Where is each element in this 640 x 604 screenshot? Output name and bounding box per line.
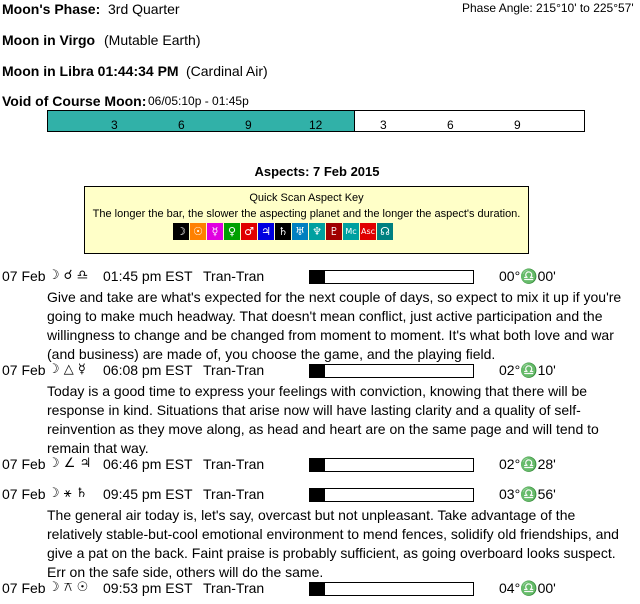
aspect-key-description: The longer the bar, the slower the aspecting planet and the longer the aspect's duration. xyxy=(92,208,521,220)
void-of-course-value: 06/05:10p - 01:45p xyxy=(148,94,249,108)
timeline-tick: 12 xyxy=(309,118,323,132)
moon-phase-label: Moon's Phase: xyxy=(2,1,101,17)
aspect-duration-fill xyxy=(310,583,325,595)
aspects-title: Aspects: 7 Feb 2015 xyxy=(254,164,380,179)
moon-sign-1-label: Moon in Virgo xyxy=(2,32,96,48)
aspect-duration-fill xyxy=(310,271,325,283)
timeline-tick: 9 xyxy=(245,118,252,132)
venus-icon: ♀ xyxy=(224,223,240,240)
aspect-time: 09:45 pm EST xyxy=(103,486,193,502)
aspect-degree: 03°♎56' xyxy=(499,486,556,502)
node-icon: ☊ xyxy=(377,223,393,240)
moon-sign-2-element: (Cardinal Air) xyxy=(186,63,268,79)
aspect-date: 07 Feb xyxy=(2,486,46,502)
aspect-degree: 04°♎00' xyxy=(499,580,556,596)
timeline-tick: 3 xyxy=(111,118,118,132)
planet-glyph-row xyxy=(173,223,394,240)
aspect-duration-fill xyxy=(310,459,325,471)
aspect-symbols: ☽ ∠ ♃ xyxy=(48,456,92,471)
midheaven-icon: Mc xyxy=(343,223,359,240)
aspect-type: Tran-Tran xyxy=(203,486,265,502)
aspect-duration-bar xyxy=(309,270,474,284)
aspect-time: 06:46 pm EST xyxy=(103,456,193,472)
aspect-duration-bar xyxy=(309,582,474,596)
aspect-symbols: ☽ ⚹ ♄ xyxy=(48,486,88,501)
jupiter-icon: ♃ xyxy=(258,223,274,240)
aspect-date: 07 Feb xyxy=(2,362,46,378)
saturn-icon: ♄ xyxy=(275,223,291,240)
aspect-duration-bar xyxy=(309,488,474,502)
aspect-symbols: ☽ ⚻ ☉ xyxy=(48,580,89,595)
timeline-tick: 6 xyxy=(447,118,454,132)
aspect-key-box xyxy=(84,186,529,254)
phase-angle: Phase Angle: 215°10' to 225°57' xyxy=(462,1,634,15)
aspect-symbols: ☽ ☌ ♎ xyxy=(48,268,89,283)
aspect-interpretation: The general air today is, let's say, overcast but not unpleasant. Take advantage of the relatively stable-but-cool emotional environment to mend fences, solidify old friendships, and give a pat on the back. Faint praise is probably sufficient, as going overboard looks suspect. Err on the safe side, others will do the same. xyxy=(47,507,619,580)
aspect-row xyxy=(0,486,640,506)
aspect-symbols: ☽ △ ☿ xyxy=(48,362,86,377)
timeline-tick: 9 xyxy=(514,118,521,132)
aspect-time: 01:45 pm EST xyxy=(103,268,193,284)
moon-sign-2-label: Moon in Libra 01:44:34 PM xyxy=(2,63,179,79)
aspect-row xyxy=(0,268,640,288)
aspect-date: 07 Feb xyxy=(2,580,46,596)
timeline-tick: 6 xyxy=(178,118,185,132)
sun-icon: ☉ xyxy=(190,223,206,240)
aspect-key-title: Quick Scan Aspect Key xyxy=(249,192,364,204)
aspect-type: Tran-Tran xyxy=(203,580,265,596)
aspect-duration-bar xyxy=(309,458,474,472)
moon-icon: ☽ xyxy=(173,223,189,240)
aspect-date: 07 Feb xyxy=(2,456,46,472)
aspect-degree: 00°♎00' xyxy=(499,268,556,284)
aspect-duration-fill xyxy=(310,365,325,377)
timeline-tick: 3 xyxy=(380,118,387,132)
aspect-type: Tran-Tran xyxy=(203,268,265,284)
aspect-duration-fill xyxy=(310,489,325,501)
aspect-row xyxy=(0,580,640,600)
moon-sign-1-element: (Mutable Earth) xyxy=(104,32,201,48)
aspect-degree: 02°♎28' xyxy=(499,456,556,472)
aspect-type: Tran-Tran xyxy=(203,362,265,378)
neptune-icon: ♆ xyxy=(309,223,325,240)
aspect-time: 06:08 pm EST xyxy=(103,362,193,378)
pluto-icon: ♇ xyxy=(326,223,342,240)
aspect-row xyxy=(0,456,640,476)
mercury-icon: ☿ xyxy=(207,223,223,240)
ascendant-icon: Asc xyxy=(360,223,376,240)
aspect-type: Tran-Tran xyxy=(203,456,265,472)
aspect-interpretation: Today is a good time to express your feelings with conviction, knowing that there will be response in kind. Situations that arise now will have lasting clarity and a quality of self-reinvention as they move along, as head and heart are on the same page and will tend to remain that way. xyxy=(47,383,599,456)
aspect-row xyxy=(0,362,640,382)
mars-icon: ♂ xyxy=(241,223,257,240)
aspect-degree: 02°♎10' xyxy=(499,362,556,378)
aspect-time: 09:53 pm EST xyxy=(103,580,193,596)
moon-phase-value: 3rd Quarter xyxy=(108,1,180,17)
aspect-interpretation: Give and take are what's expected for the next couple of days, so expect to mix it up if you're going to make much headway. That doesn't mean conflict, just active participation and the willingness to change and be changed from moment to moment. It's what both love and war (and business) are made of, you choose the game, and the playing field. xyxy=(47,289,622,362)
void-of-course-label: Void of Course Moon: xyxy=(2,93,147,109)
aspect-date: 07 Feb xyxy=(2,268,46,284)
aspect-duration-bar xyxy=(309,364,474,378)
uranus-icon: ♅ xyxy=(292,223,308,240)
